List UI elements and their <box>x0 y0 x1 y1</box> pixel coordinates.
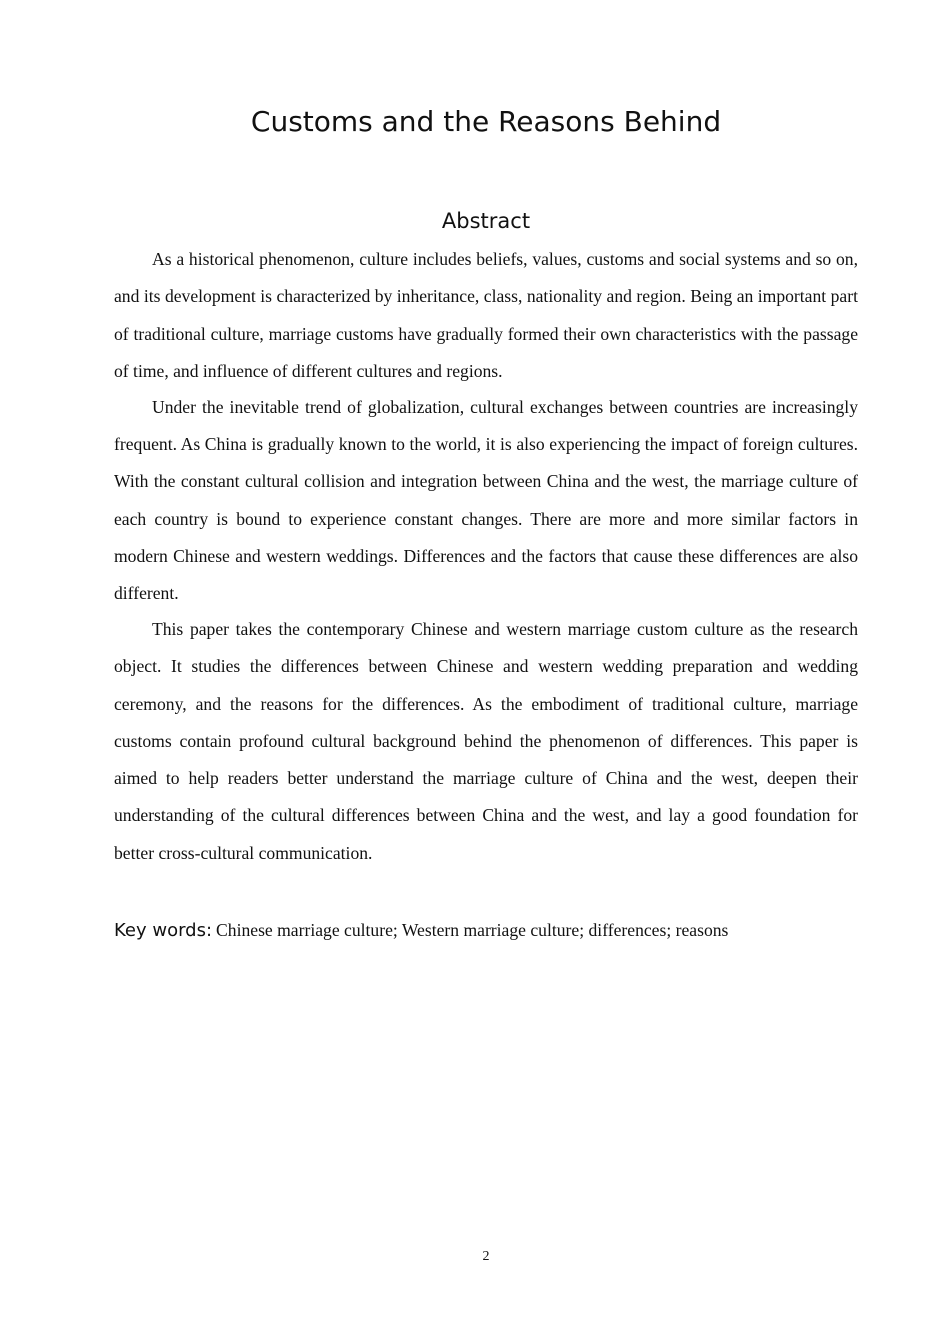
abstract-body <box>114 241 858 871</box>
keywords-value: Chinese marriage culture; Western marriage culture; differences; reasons <box>216 920 729 940</box>
abstract-paragraph-2: Under the inevitable trend of globalization, cultural exchanges between countries are increasingly frequent. As China is gradually known to the world, it is also experiencing the impact of foreign cultures. With the constant cultural collision and integration between China and the west, the marriage culture of each country is bound to experience constant changes. There are more and more similar factors in modern Chinese and western weddings. Differences and the factors that cause these differences are also different. <box>114 396 858 604</box>
abstract-heading: Abstract <box>441 209 531 233</box>
keywords-line <box>114 912 858 950</box>
page-number: 2 <box>482 1249 490 1264</box>
abstract-paragraph-1: As a historical phenomenon, culture includes beliefs, values, customs and social systems and so on, and its development is characterized by inheritance, class, nationality and region. Being an important part of traditional culture, marriage customs have gradually formed their own characteristics with the passage of time, and influence of different cultures and regions. <box>114 249 858 381</box>
keywords-label: Key words: <box>114 920 213 941</box>
abstract-paragraph-3: This paper takes the contemporary Chinese and western marriage custom culture as the research object. It studies the differences between Chinese and western wedding preparation and wedding ceremony, and the reasons for the differences. As the embodiment of traditional culture, marriage customs contain profound cultural background behind the phenomenon of differences. This paper is aimed to help readers better understand the marriage culture of China and the west, deepen their understanding of the cultural differences between China and the west, and lay a good foundation for better cross-cultural communication. <box>114 618 858 863</box>
document-title: Customs and the Reasons Behind <box>250 105 722 138</box>
